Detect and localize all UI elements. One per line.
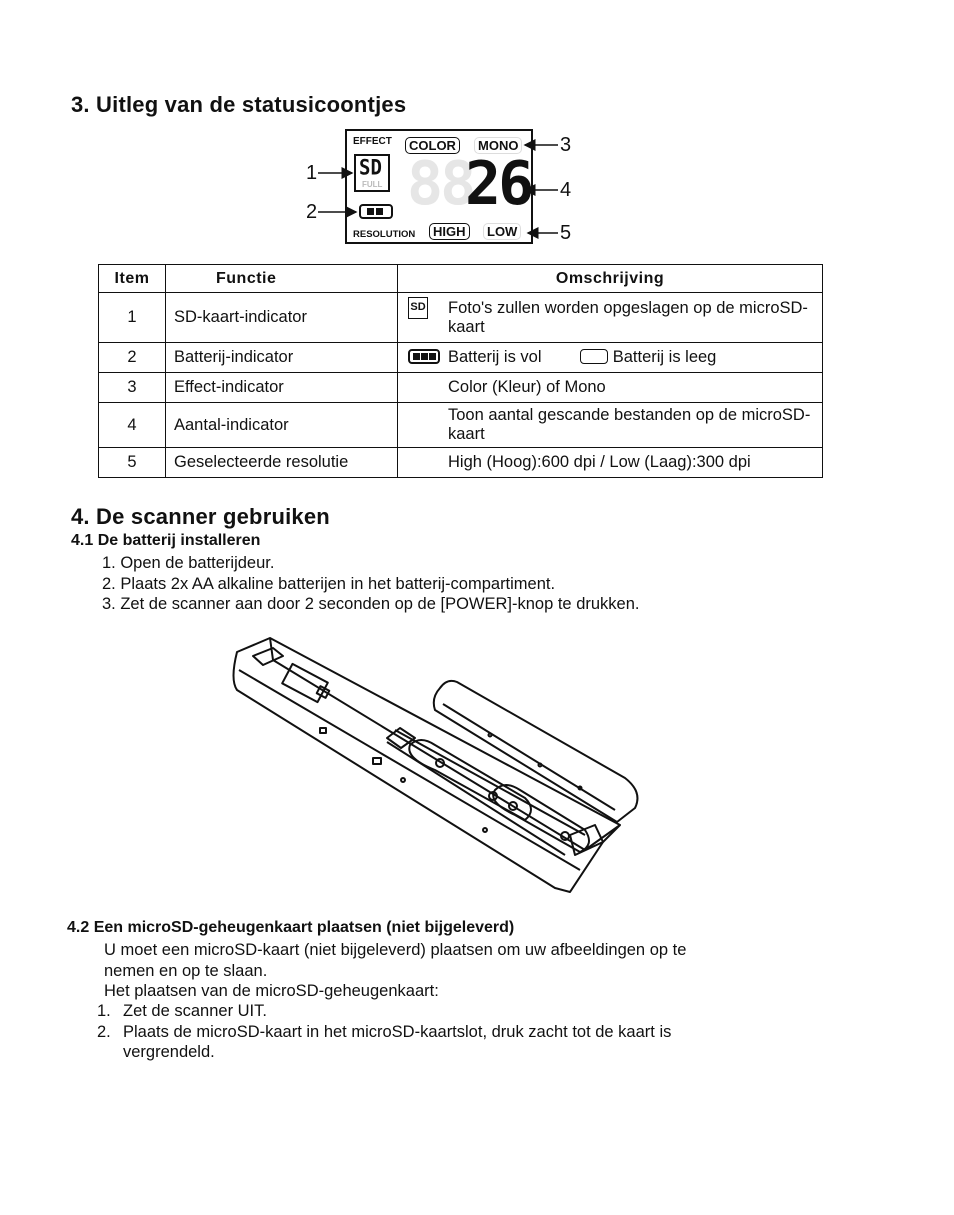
table-row — [99, 448, 823, 478]
row-omschrijving — [398, 403, 823, 448]
row-item: 5 — [99, 448, 166, 478]
section-4-2-steps — [97, 1001, 837, 1063]
step-text-line: vergrendeld. — [123, 1043, 215, 1061]
table-row — [99, 403, 823, 448]
callout-1: 1 — [306, 162, 318, 184]
row-desc-text: Toon aantal gescande bestanden op de microSD-kaart — [448, 406, 811, 443]
row-functie: Effect-indicator — [166, 373, 398, 403]
row-item: 1 — [99, 293, 166, 343]
step-item — [97, 1022, 837, 1063]
sd-card-icon: SD — [408, 297, 428, 319]
step-item: 3. Zet de scanner aan door 2 seconden op de [POWER]-knop te drukken. — [102, 595, 640, 613]
step-text-line: Plaats de microSD-kaart in het microSD-kaartslot, druk zacht tot de kaart is — [123, 1022, 672, 1041]
battery-full-icon — [408, 349, 440, 364]
step-text — [123, 1022, 671, 1063]
section-4-1-steps — [102, 553, 639, 615]
row-functie: Batterij-indicator — [166, 343, 398, 373]
lcd-full-text: FULL — [362, 180, 383, 189]
row-desc-text: High (Hoog):600 dpi / Low (Laag):300 dpi — [448, 453, 751, 471]
section-3-title: 3. Uitleg van de statusicoontjes — [71, 92, 407, 117]
callout-4: 4 — [560, 179, 572, 201]
step-item: 2. Plaats 2x AA alkaline batterijen in het batterij-compartiment. — [102, 574, 556, 593]
lcd-count-digits: 26 — [465, 149, 532, 219]
battery-empty-text: Batterij is leeg — [612, 348, 717, 366]
step-number: 1. — [97, 1002, 111, 1020]
section-4-2-intro — [104, 940, 686, 1002]
table-row — [99, 343, 823, 373]
lcd-ghost-digits: 88 — [407, 149, 474, 219]
row-functie: SD-kaart-indicator — [166, 293, 398, 343]
battery-empty-icon — [580, 349, 608, 364]
callout-5: 5 — [560, 222, 572, 244]
lcd-mono-label: MONO — [474, 137, 522, 154]
header-functie: Functie — [166, 265, 398, 293]
row-item: 2 — [99, 343, 166, 373]
callout-arrows — [300, 125, 570, 250]
row-item: 3 — [99, 373, 166, 403]
lcd-sd-text: SD — [359, 155, 382, 181]
lcd-effect-label: EFFECT — [353, 136, 392, 147]
callout-3: 3 — [560, 134, 572, 156]
lcd-color-label: COLOR — [405, 137, 460, 154]
row-item: 4 — [99, 403, 166, 448]
row-desc-text: Foto's zullen worden opgeslagen op de microSD-kaart — [448, 298, 808, 336]
table-row — [99, 373, 823, 403]
lcd-low-label: LOW — [483, 223, 521, 240]
intro-line: U moet een microSD-kaart (niet bijgeleverd) plaatsen om uw afbeeldingen op te — [104, 941, 687, 959]
step-number: 2. — [97, 1022, 111, 1041]
header-item: Item — [99, 265, 166, 293]
lcd-resolution-label: RESOLUTION — [353, 229, 416, 240]
row-functie: Geselecteerde resolutie — [166, 448, 398, 478]
row-omschrijving — [398, 293, 823, 343]
table-row — [99, 293, 823, 343]
callout-2: 2 — [306, 201, 318, 223]
section-4-title: 4. De scanner gebruiken — [71, 504, 330, 529]
row-omschrijving — [398, 373, 823, 403]
header-omschrijving: Omschrijving — [398, 265, 823, 293]
section-4-2-title: 4.2 Een microSD-geheugenkaart plaatsen (niet bijgeleverd) — [67, 919, 515, 936]
row-omschrijving — [398, 448, 823, 478]
section-4-1-title: 4.1 De batterij installeren — [71, 532, 261, 549]
row-functie: Aantal-indicator — [166, 403, 398, 448]
step-item: 1. Open de batterijdeur. — [102, 554, 275, 572]
scanner-battery-illustration — [225, 630, 645, 900]
step-text: Zet de scanner UIT. — [123, 1002, 267, 1020]
step-item — [97, 1001, 837, 1022]
table-header-row — [99, 265, 823, 293]
status-icons-table — [98, 264, 823, 478]
battery-full-text: Batterij is vol — [448, 348, 542, 366]
intro-line: Het plaatsen van de microSD-geheugenkaart: — [104, 982, 439, 1000]
row-desc-text: Color (Kleur) of Mono — [448, 378, 606, 396]
row-omschrijving — [398, 343, 823, 373]
intro-line: nemen en op te slaan. — [104, 961, 268, 980]
lcd-high-label: HIGH — [429, 223, 470, 240]
